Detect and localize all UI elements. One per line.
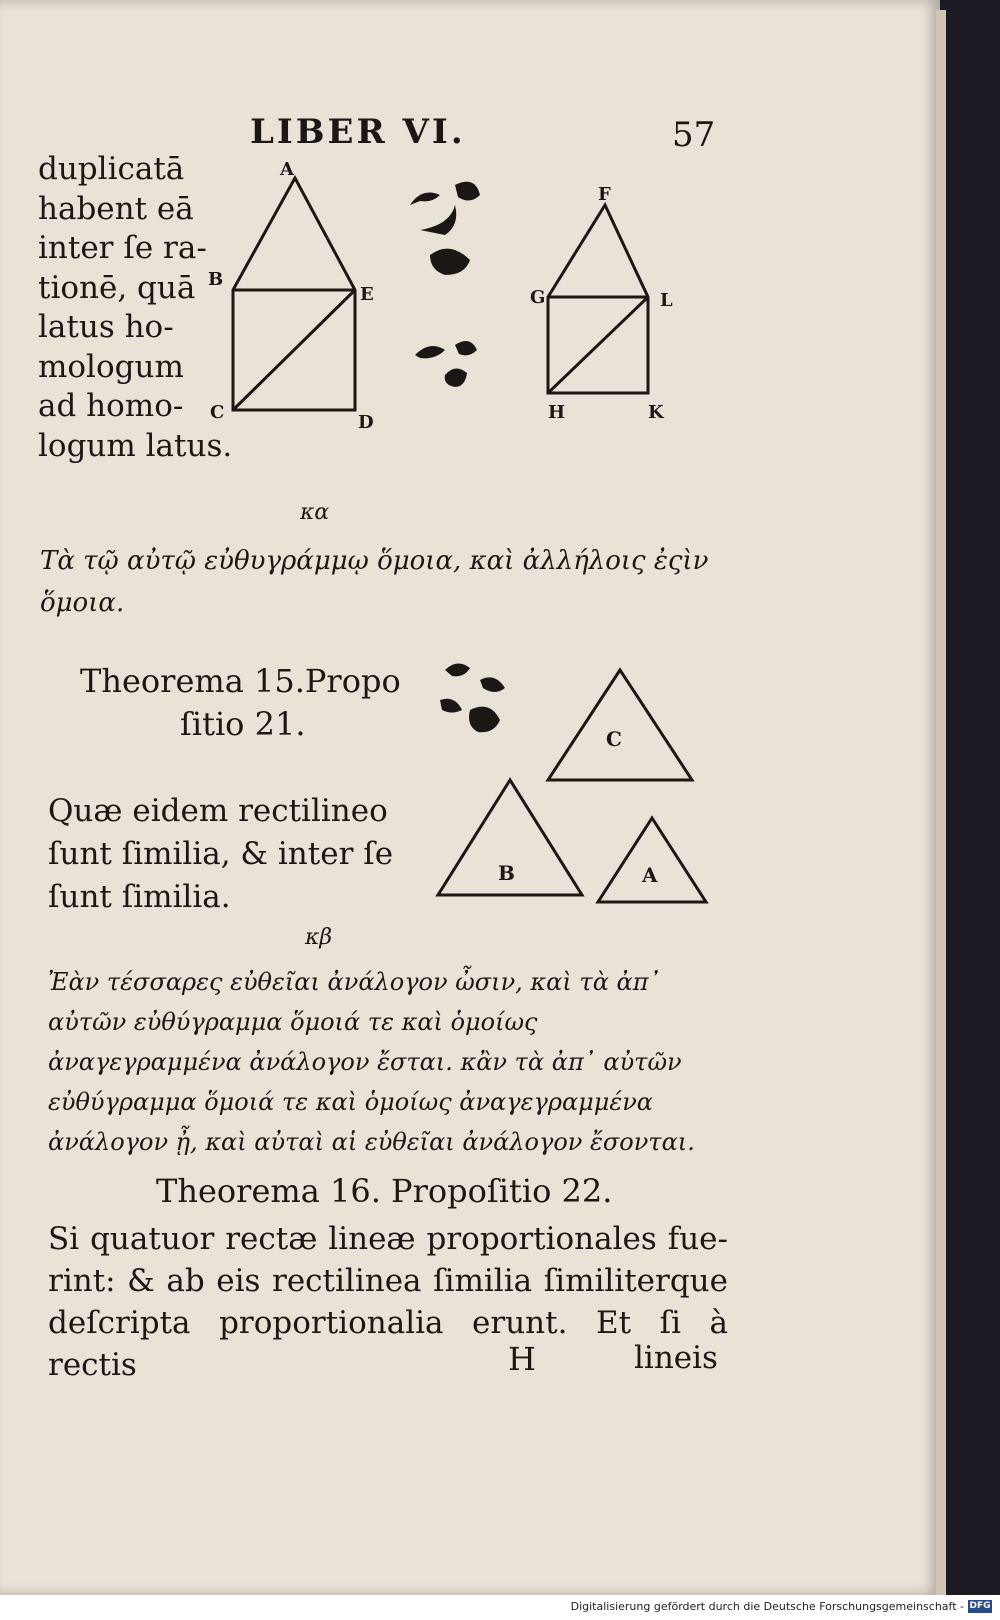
theorem-title-line1: Theorema 15.Propo bbox=[80, 662, 401, 700]
label-L: L bbox=[660, 290, 673, 311]
text-line: latus ho- bbox=[38, 309, 174, 345]
label-triangle-B: B bbox=[498, 861, 515, 885]
theorem-title: Theorema 16. Propoſitio 22. bbox=[156, 1172, 613, 1210]
label-B: B bbox=[208, 269, 224, 290]
greek-statement: Τὰ τῷ αὐτῷ εὐθυγράμμῳ ὅμοια, καὶ ἀλλήλοις ἐςὶν ὅμοια. bbox=[40, 546, 709, 618]
line-CE bbox=[233, 290, 355, 410]
label-A: A bbox=[280, 159, 294, 180]
figure-similar-triangles bbox=[0, 640, 940, 910]
pentagon-small bbox=[548, 205, 648, 393]
text-line: inter ſe ra- bbox=[38, 230, 207, 266]
ornament-fleuron-icon bbox=[410, 182, 480, 387]
triangle-C bbox=[548, 670, 692, 780]
text-line: tionē, quā bbox=[38, 269, 196, 306]
text-line: duplicatā bbox=[38, 151, 185, 187]
line-HL bbox=[548, 297, 648, 393]
funding-credit: Digitalisierung gefördert durch die Deutsche Forschungsgemeinschaft - bbox=[570, 1600, 964, 1613]
theorem-statement: Si quatuor rectæ lineæ proportionales fue-rint: & ab eis rectilinea ſimilia ſimiliterque deſcripta proportionalia erunt. Et ſi à rectis bbox=[48, 1221, 728, 1383]
pentagon-large bbox=[233, 178, 355, 410]
label-D: D bbox=[358, 412, 374, 433]
text-line: logum latus. bbox=[38, 427, 233, 464]
label-triangle-A: A bbox=[642, 863, 658, 887]
catchword: lineis bbox=[634, 1340, 718, 1376]
label-G: G bbox=[530, 287, 546, 308]
theorem-statement: Quæ eidem rectilineo ſunt ſimilia, & inter ſe ſunt ſimilia. bbox=[48, 793, 394, 915]
text-line: habent eā bbox=[38, 190, 194, 227]
greek-statement: Ἐὰν τέσσαρες εὐθεῖαι ἀνάλογον ὦσιν, καὶ τὰ ἀπ᾽ αὐτῶν εὐθύγραμμα ὅμοιά τε καὶ ὁμοίως ἀναγεγραμμένα ἀνάλογον ἔσται. κἂν τὰ ἀπ᾽ αὐτῶν εὐθύγραμμα ὅμοιά τε καὶ ὁμοίως ἀναγεγραμμένα ἀνάλογον ᾖ, καὶ αὐταὶ αἱ εὐθεῖαι ἀνάλογον ἔσονται. bbox=[48, 968, 695, 1156]
figure-similar-pentagons bbox=[0, 0, 940, 480]
theorem-title-line2: ſitio 21. bbox=[180, 705, 306, 743]
ornament-fleuron-icon bbox=[440, 663, 505, 732]
greek-numeral: κβ bbox=[305, 925, 333, 950]
label-F: F bbox=[598, 184, 611, 205]
label-H: H bbox=[548, 402, 566, 423]
label-C: C bbox=[210, 402, 225, 423]
text-line: mologum bbox=[38, 348, 184, 385]
dfg-logo: DFG bbox=[969, 1601, 991, 1611]
text-line: ad homo- bbox=[38, 388, 184, 424]
label-E: E bbox=[360, 284, 374, 305]
label-K: K bbox=[648, 402, 664, 423]
signature-mark: H bbox=[508, 1340, 536, 1378]
triangle-A bbox=[598, 818, 706, 902]
greek-numeral: κα bbox=[300, 500, 330, 525]
page-number: 57 bbox=[672, 115, 716, 155]
label-triangle-C: C bbox=[606, 727, 622, 751]
running-title: LIBER VI. bbox=[250, 112, 466, 152]
